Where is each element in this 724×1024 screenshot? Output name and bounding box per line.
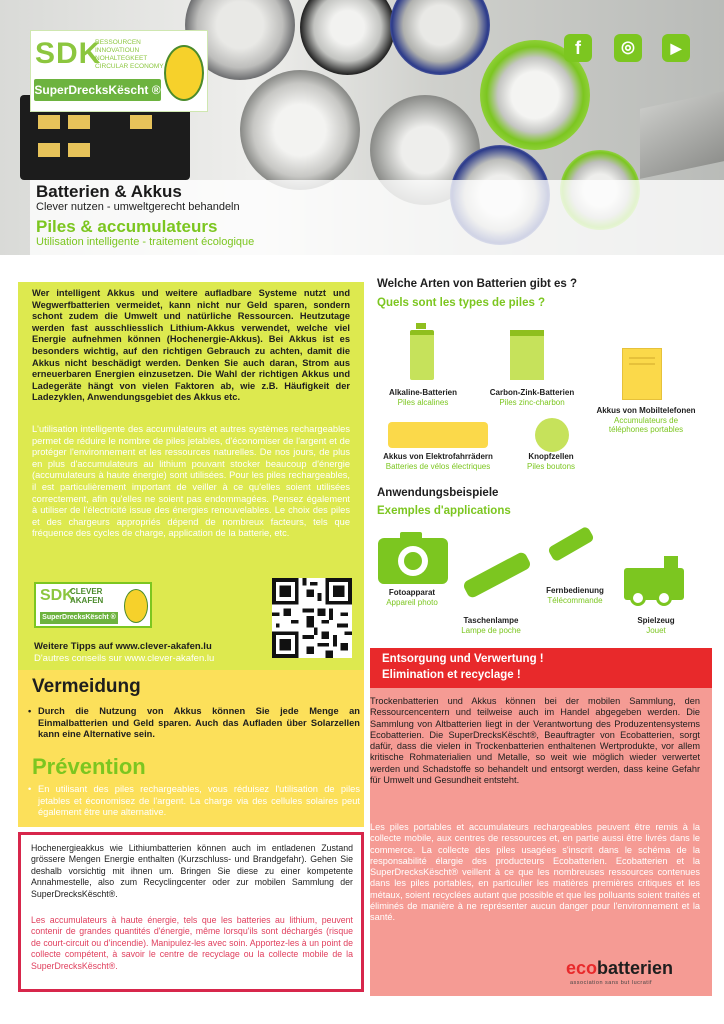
- warning-text-fr: Les accumulateurs à haute énergie, tels que les batteries au lithium, peuvent contenir de grandes quantités d'énergie, même lorsqu'ils sont déchargés (risque de court-circuit ou d'incendie). Manipulez-les avec soin. Apportez-les à un point de collecte compétent, à savoir le centre de recyclage ou la collecte mobile de la SuperDrecksKëscht®.: [31, 915, 353, 971]
- tips-link-fr[interactable]: D'autres conseils sur www.clever-akafen.lu: [34, 653, 215, 664]
- application-label-fr: Appareil photo: [386, 597, 438, 607]
- application-label-fr: Lampe de poche: [461, 625, 521, 635]
- applications-heading: Anwendungsbeispiele: [377, 487, 499, 499]
- types-heading-fr: Quels sont les types de piles ?: [377, 297, 546, 309]
- title-band: [30, 180, 724, 255]
- logo-tagline: CIRCULAR ECONOMY: [95, 63, 164, 70]
- logo-tagline: NOHALTEGKEET: [95, 55, 148, 62]
- intro-text: Wer intelligent Akkus und weitere aufladbare Systeme nutzt und Wegwerfbatterien vermeidet, kann nicht nur Geld sparen, sondern schont zudem die Umwelt und natürliche Ressourcen. Heutzutage werden fast ausschliesslich Lithium-Akkus verwendet, welche viel Energie aufnehmen können (Hochenergie-Akkus). Bei Akkus ist es besonders wichtig, auf den richtigen Gebrauch zu achten, damit die Akkus nicht beschädigt werden. Denken Sie auch daran, Strom aus erneuerbaren Energien einzusetzen. Die Wahl der richtigen Akkus und Ladegeräte hängt von vielen Faktoren ab, wie z.B. Häufigkeit der Ladezyklen, Anwendungsgebiet des Akkus etc.: [32, 288, 350, 403]
- ecobatterien-tagline: association sans but lucratif: [570, 980, 653, 986]
- avoidance-text-fr: • En utilisant des piles rechargeables, vous réduisez l'utilisation de piles jetables et économisez de l'argent. La charge via des cellules solaires peut également être une alternative.: [28, 784, 360, 818]
- avoidance-text: • Durch die Nutzung von Akkus können Sie jede Menge an Einmalbatterien und Geld sparen. Auch das Aufladen über Solarzellen kann eine Alternative sein.: [28, 706, 360, 740]
- warning-text: Hochenergieakkus wie Lithiumbatterien können auch im entladenen Zustand grössere Mengen Energie enthalten (Kurzschluss- und Brandgefahr). Gehen Sie deshalb vorsichtig mit ihnen um. Bringen Sie diese zu einer kompetente Annahmestelle, also zum Recyclingcenter oder zur mobilen Sammlung der SuperDrecksKëscht®.: [31, 843, 353, 899]
- camera-icon: [378, 538, 448, 584]
- application-label-de: Taschenlampe: [463, 616, 519, 625]
- application-label-de: Spielzeug: [637, 616, 675, 625]
- mascot-icon: [124, 589, 148, 623]
- application-label-de: Fotoapparat: [388, 588, 436, 597]
- clever-akafen-logo: [34, 582, 152, 628]
- battery-graphic: [240, 70, 360, 190]
- carbon-zinc-battery-icon: [510, 330, 544, 380]
- application-label: [532, 586, 618, 605]
- instagram-icon[interactable]: ◎: [614, 34, 642, 62]
- battery-graphic: [300, 0, 395, 75]
- type-label-fr: Piles alcalines: [397, 397, 449, 407]
- avoidance-section: [18, 670, 364, 827]
- disposal-heading-fr: Elimination et recyclage !: [382, 669, 521, 681]
- types-heading: Welche Arten von Batterien gibt es ?: [377, 278, 578, 290]
- battery-graphic: [640, 91, 724, 179]
- disposal-section: [370, 688, 712, 996]
- application-label-fr: Jouet: [646, 625, 666, 635]
- type-label: [506, 452, 596, 471]
- logo-name: SuperDrecksKëscht ®: [34, 79, 161, 101]
- avoidance-text-fr-body: En utilisant des piles rechargeables, vous réduisez l'utilisation de piles jetables et économisez de l'argent. La charge via des cellules solaires peut également être une alternative.: [38, 784, 360, 818]
- flashlight-icon: [462, 551, 532, 600]
- disposal-heading: Entsorgung und Verwertung !: [382, 653, 544, 665]
- qr-code-icon[interactable]: [272, 578, 352, 658]
- button-cell-icon: [535, 418, 569, 452]
- ecobatterien-logo-eco: eco: [566, 958, 598, 978]
- type-label-de: Alkaline-Batterien: [388, 388, 458, 397]
- youtube-icon[interactable]: ▶: [662, 34, 690, 62]
- type-label-de: Akkus von Mobiltelefonen: [596, 406, 696, 415]
- remote-control-icon: [547, 526, 595, 563]
- logo-abbr: SDK: [35, 37, 102, 70]
- facebook-icon[interactable]: f: [564, 34, 592, 62]
- mascot-icon: [164, 45, 204, 101]
- avoidance-heading: Vermeidung: [32, 676, 141, 697]
- phone-battery-icon: [622, 348, 662, 400]
- type-label-de: Carbon-Zink-Batterien: [489, 388, 575, 397]
- disposal-header: [370, 648, 712, 688]
- page-subtitle-fr: Utilisation intelligente - traitement écologique: [36, 236, 255, 248]
- application-label-fr: Télécommande: [547, 595, 603, 605]
- application-label: [626, 616, 686, 635]
- type-label: [482, 388, 582, 407]
- warning-box: [18, 832, 364, 992]
- tips-link[interactable]: Weitere Tipps auf www.clever-akafen.lu: [34, 641, 212, 652]
- ebike-battery-icon: [388, 422, 488, 448]
- logo-tagline: RESSOURCEN: [95, 39, 141, 46]
- clever-logo-text: CLEVER AKAFEN: [70, 587, 104, 605]
- type-label: [378, 388, 468, 407]
- page-subtitle: Clever nutzen - umweltgerecht behandeln: [36, 201, 240, 213]
- page-title: Batterien & Akkus: [36, 182, 182, 201]
- application-label-de: Fernbedienung: [546, 586, 604, 595]
- type-label-de: Knopfzellen: [528, 452, 574, 461]
- page-title-fr: Piles & accumulateurs: [36, 217, 218, 236]
- application-label: [372, 588, 452, 607]
- type-label: [596, 406, 696, 435]
- ecobatterien-logo: [566, 958, 673, 979]
- application-label: [446, 616, 536, 635]
- applications-heading-fr: Exemples d'applications: [377, 505, 511, 517]
- alkaline-battery-icon: [410, 330, 434, 380]
- logo-taglines: [95, 39, 164, 71]
- type-label: [378, 452, 498, 471]
- ecobatterien-logo-batterien: batterien: [597, 958, 674, 978]
- disposal-text: Trockenbatterien und Akkus können bei der mobilen Sammlung, den Ressourcencentern und teilweise auch im Handel abgegeben werden. Die Sammlung von Altbatterien liegt in der Verantwortung des Produzentensystems Ecobatterien. Die SuperDrecksKëscht®, Beauftragter von Ecobatterien, sorgt dafür, dass die vielen in Trockenbatterien enthaltenen Wertprodukte, vor allem kritische Rohmaterialien und Metalle, so weit wie möglich wieder verwertet werden und Schadstoffe so behandelt und entsorgt werden, dass keine Gefahr für Umwelt und Gesundheit entsteht.: [370, 696, 700, 786]
- disposal-text-fr: Les piles portables et accumulateurs rechargeables peuvent être remis à la collecte mobile, aux centres de ressources et, en partie aussi être livrés dans le commerce. La collecte des piles usagées s'inscrit dans le schéma de la responsabilité élargie des producteurs Ecobatterien. Ecobatterien et la SuperDrecksKëscht® veillent à ce que les nombreuses ressources contenues dans les piles portables, en particulier les matières premières critiques et les métaux, soient recyclées autant que possible et que les polluants soient traités et éliminés de manière à ne représenter aucun danger pour l'environnement et la santé.: [370, 822, 700, 923]
- sdk-logo: [30, 30, 208, 112]
- type-label-fr: Piles zinc-charbon: [499, 397, 565, 407]
- type-label-de: Akkus von Elektrofahrrädern: [383, 452, 493, 461]
- type-label-fr: Batteries de vélos électriques: [385, 461, 491, 471]
- avoidance-heading-fr: Prévention: [32, 754, 146, 779]
- avoidance-text-body: Durch die Nutzung von Akkus können Sie jede Menge an Einmalbatterien und Geld sparen. Auch das Aufladen über Solarzellen kann eine Alternative sein.: [38, 706, 360, 740]
- logo-tagline: INNOVATIOUN: [95, 47, 140, 54]
- intro-text-fr: L'utilisation intelligente des accumulateurs et autres systèmes rechargeables permet de réduire le nombre de piles jetables, d'économiser de l'argent et de protéger l'environnement et les ressources naturelles. De nos jours, de plus en plus d'accumulateurs au lithium pouvant stocker beaucoup d'énergie (accumulateurs à haute énergie) sont utilisées. Pour les piles rechargeables, il est particulièrement important de veiller à ce qu'elles soient utilisées correctement, afin qu'elles ne soient pas endommagées. Pensez également à utiliser de l'électricité issue des énergies renouvelables. Le choix des piles et des chargeurs appropriés dépend de nombreux facteurs, tels que fréquence des cycles de charge, application de la batterie, etc.: [32, 424, 350, 539]
- clever-logo-name: SuperDrecksKëscht ®: [40, 612, 118, 624]
- battery-graphic: [390, 0, 490, 75]
- toy-train-icon: [624, 568, 684, 600]
- type-label-fr: Accumulateurs de téléphones portables: [608, 415, 684, 434]
- clever-logo-abbr: SDK: [40, 587, 74, 604]
- type-label-fr: Piles boutons: [526, 461, 576, 471]
